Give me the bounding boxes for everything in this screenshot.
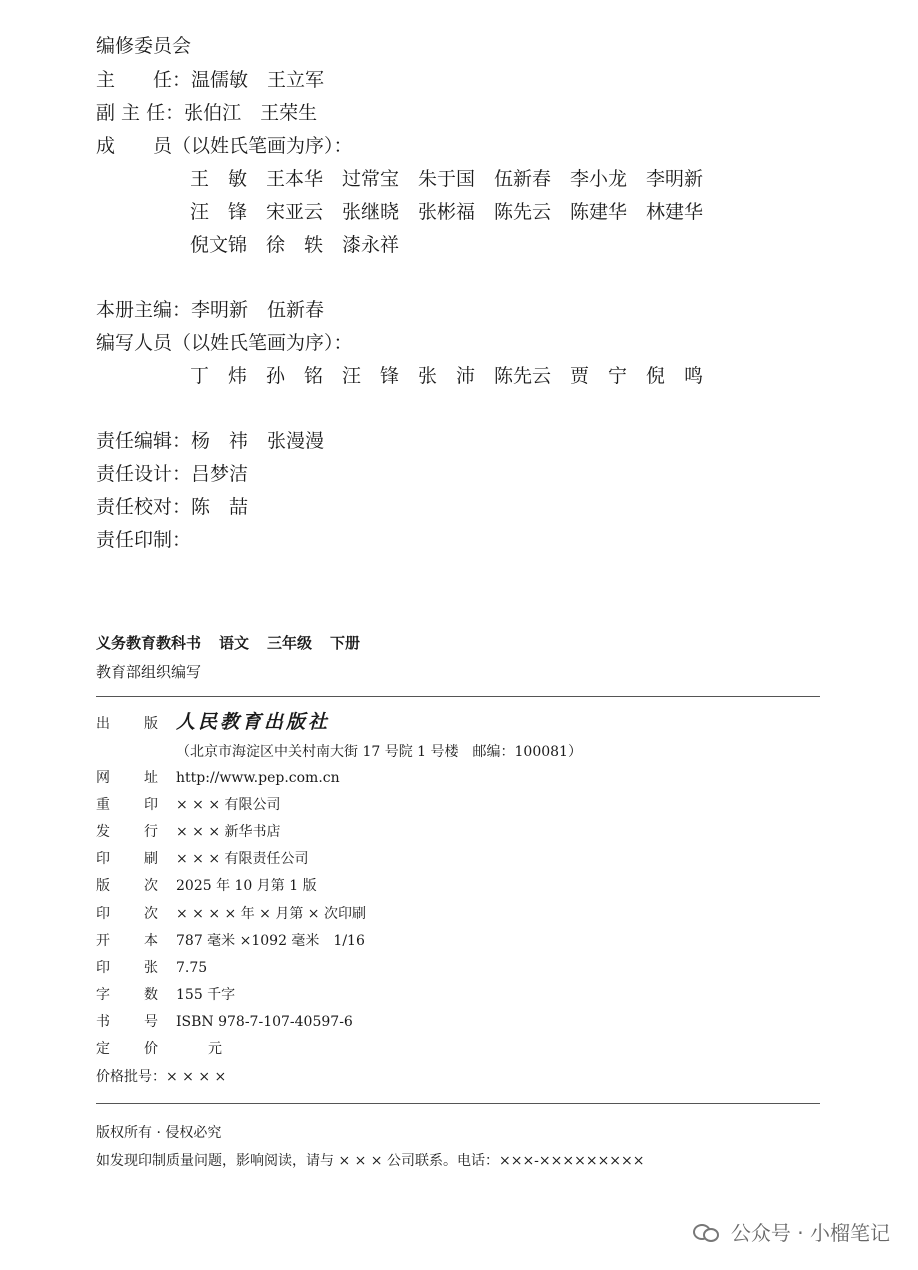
info-key-2: 号 xyxy=(144,1014,158,1030)
member-name: 李明新 xyxy=(646,168,704,190)
info-key-1: 定 xyxy=(96,1041,110,1057)
info-key-2: 刷 xyxy=(144,851,158,867)
vice-label: 副 主 任： xyxy=(96,102,185,124)
info-key-1: 重 xyxy=(96,797,110,813)
committee-chief xyxy=(96,68,324,92)
member-name: 宋亚云 xyxy=(266,201,324,223)
info-impression xyxy=(96,905,366,923)
info-key-2: 次 xyxy=(144,878,158,894)
info-printing xyxy=(96,850,309,868)
rights-line: 版权所有 · 侵权必究 xyxy=(96,1125,222,1141)
book-grade: 三年级 xyxy=(267,634,313,652)
book-subject: 语文 xyxy=(219,634,250,652)
member-name: 王本华 xyxy=(266,168,324,190)
info-value: 2025 年 10 月第 1 版 xyxy=(176,878,317,894)
writer-name: 张 沛 xyxy=(418,365,476,387)
responsible-editor-value: 杨 祎 张漫漫 xyxy=(191,430,325,452)
chief-names: 温儒敏 王立军 xyxy=(191,69,325,91)
responsible-design-value: 吕梦洁 xyxy=(191,463,249,485)
member-name: 林建华 xyxy=(646,201,704,223)
info-key-1: 开 xyxy=(96,933,110,949)
info-key-1: 出 xyxy=(96,716,110,732)
book-series: 义务教育教科书 xyxy=(96,634,202,652)
info-edition xyxy=(96,877,317,895)
info-words xyxy=(96,986,235,1004)
info-key-2: 数 xyxy=(144,987,158,1003)
info-value: × × × 有限公司 xyxy=(176,797,281,813)
chief-editor-label: 本册主编： xyxy=(96,299,192,321)
responsible-proof xyxy=(96,495,248,519)
info-key-1: 印 xyxy=(96,906,110,922)
writer-name: 倪 鸣 xyxy=(646,365,704,387)
members-row-1 xyxy=(190,167,722,191)
info-price-approval xyxy=(96,1068,226,1086)
info-distribute xyxy=(96,823,281,841)
info-reprint xyxy=(96,796,281,814)
info-key-1: 版 xyxy=(96,878,110,894)
publisher-logo: 人民教育出版社 xyxy=(176,711,331,733)
info-isbn xyxy=(96,1013,353,1031)
price-approval-value: × × × × xyxy=(166,1069,227,1085)
writer-name: 贾 宁 xyxy=(570,365,628,387)
info-key-2: 次 xyxy=(144,906,158,922)
responsible-editor xyxy=(96,429,324,453)
responsible-proof-value: 陈 喆 xyxy=(191,496,249,518)
chief-editor xyxy=(96,298,324,322)
member-name: 张继晓 xyxy=(342,201,400,223)
info-price xyxy=(96,1040,222,1058)
member-name: 李小龙 xyxy=(570,168,628,190)
members-row-3 xyxy=(190,233,418,257)
writers-row xyxy=(190,364,722,388)
info-value: 元 xyxy=(208,1041,222,1057)
info-value: 787 毫米 ×1092 毫米 1/16 xyxy=(176,933,365,949)
member-name: 漆永祥 xyxy=(342,234,400,256)
book-title xyxy=(96,632,378,653)
info-key-1: 字 xyxy=(96,987,110,1003)
writer-name: 汪 锋 xyxy=(342,365,400,387)
member-name: 汪 锋 xyxy=(190,201,248,223)
chief-label: 主 任： xyxy=(96,69,192,91)
member-name: 倪文锦 xyxy=(190,234,248,256)
members-row-2 xyxy=(190,200,722,224)
member-name: 徐 轶 xyxy=(266,234,324,256)
info-value: × × × 有限责任公司 xyxy=(176,851,309,867)
member-name: 朱于国 xyxy=(418,168,476,190)
writers-label: 编写人员（以姓氏笔画为序）： xyxy=(96,332,353,354)
divider-top xyxy=(96,696,820,697)
responsible-editor-label: 责任编辑： xyxy=(96,430,192,452)
committee-vice xyxy=(96,101,317,125)
writer-name: 陈先云 xyxy=(494,365,552,387)
responsible-print-label: 责任印制： xyxy=(96,529,192,551)
member-name: 张彬福 xyxy=(418,201,476,223)
chief-editor-names: 李明新 伍新春 xyxy=(191,299,325,321)
info-key-2: 价 xyxy=(144,1041,158,1057)
writer-name: 丁 炜 xyxy=(190,365,248,387)
info-value: ISBN 978-7-107-40597-6 xyxy=(176,1014,353,1030)
member-name: 王 敏 xyxy=(190,168,248,190)
divider-bottom xyxy=(96,1103,820,1104)
members-label: 成 员（以姓氏笔画为序）： xyxy=(96,135,353,157)
price-approval-label: 价格批号： xyxy=(96,1069,166,1085)
info-key-1: 发 xyxy=(96,824,110,840)
committee-title: 编修委员会 xyxy=(96,35,192,57)
watermark xyxy=(693,1217,890,1246)
info-key-2: 本 xyxy=(144,933,158,949)
writer-name: 孙 铭 xyxy=(266,365,324,387)
info-key-2: 张 xyxy=(144,960,158,976)
info-key-2: 行 xyxy=(144,824,158,840)
info-key-1: 书 xyxy=(96,1014,110,1030)
book-term: 下册 xyxy=(330,634,361,652)
info-key-2: 址 xyxy=(144,770,158,786)
vice-names: 张伯江 王荣生 xyxy=(184,102,318,124)
quality-contact-line: 如发现印制质量问题，影响阅读，请与 × × × 公司联系。电话：×××-××××××××× xyxy=(96,1153,645,1169)
responsible-design-label: 责任设计： xyxy=(96,463,192,485)
responsible-design xyxy=(96,462,248,486)
info-key-1: 网 xyxy=(96,770,110,786)
info-value: × × × × 年 × 月第 × 次印刷 xyxy=(176,906,366,922)
website-link[interactable]: http://www.pep.com.cn xyxy=(176,770,340,786)
info-value: 7.75 xyxy=(176,960,208,976)
info-key-2: 印 xyxy=(144,797,158,813)
info-value: 155 千字 xyxy=(176,987,236,1003)
info-key-1: 印 xyxy=(96,851,110,867)
info-publisher xyxy=(96,713,330,733)
member-name: 陈建华 xyxy=(570,201,628,223)
info-value: × × × 新华书店 xyxy=(176,824,281,840)
book-org: 教育部组织编写 xyxy=(96,663,202,681)
info-key-2: 版 xyxy=(144,716,158,732)
member-name: 伍新春 xyxy=(494,168,552,190)
info-website xyxy=(96,769,340,787)
info-format xyxy=(96,932,365,950)
responsible-proof-label: 责任校对： xyxy=(96,496,192,518)
member-name: 过常宝 xyxy=(342,168,400,190)
info-sheets xyxy=(96,959,207,977)
responsible-print xyxy=(96,528,191,552)
watermark-text: 公众号 · 小榴笔记 xyxy=(730,1221,890,1245)
wechat-icon xyxy=(693,1222,721,1242)
publisher-address: （北京市海淀区中关村南大街 17 号院 1 号楼 邮编：100081） xyxy=(176,744,582,760)
info-key-1: 印 xyxy=(96,960,110,976)
member-name: 陈先云 xyxy=(494,201,552,223)
